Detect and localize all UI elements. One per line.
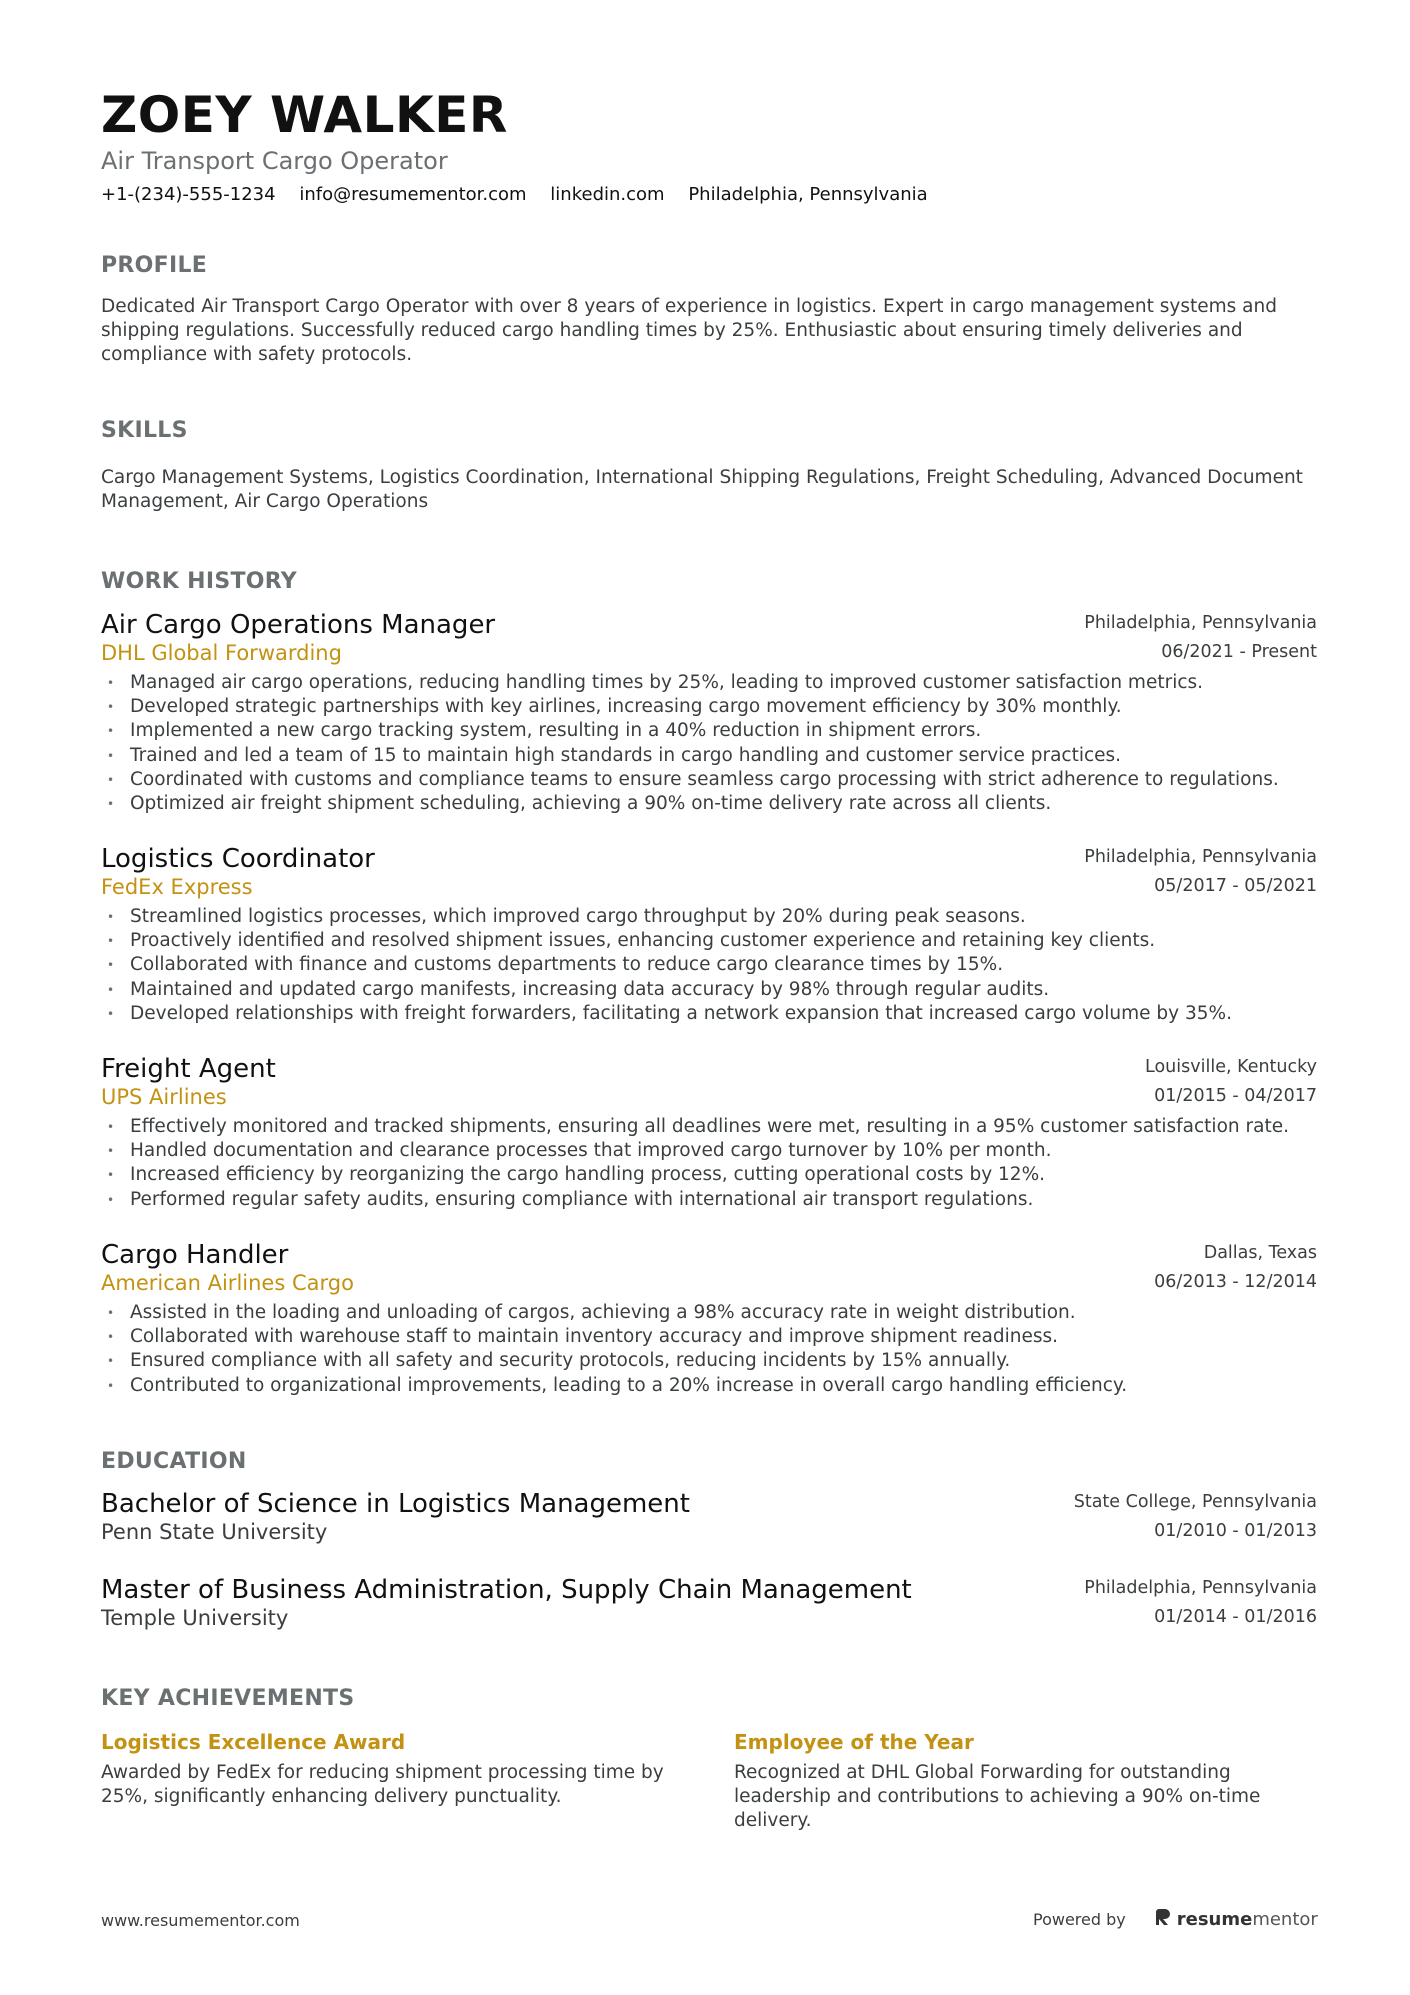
achievement-title: Logistics Excellence Award xyxy=(101,1730,406,1754)
job-company: UPS Airlines xyxy=(101,1085,227,1109)
brand-name-light: mentor xyxy=(1252,1909,1318,1930)
job-title: Freight Agent xyxy=(101,1054,276,1084)
candidate-title: Air Transport Cargo Operator xyxy=(101,147,448,175)
contact-linkedin: linkedin.com xyxy=(550,184,665,205)
contact-location: Philadelphia, Pennsylvania xyxy=(688,184,928,205)
brand-name-bold: resume xyxy=(1176,1909,1253,1930)
education-dates: 01/2014 - 01/2016 xyxy=(1154,1607,1317,1627)
job-bullet: • Performed regular safety audits, ensuring compliance with international air transport regulations. xyxy=(101,1188,1317,1212)
job-bullet: • Effectively monitored and tracked shipments, ensuring all deadlines were met, resulting in a 95% customer satisfaction rate. xyxy=(101,1115,1317,1139)
job-location: Philadelphia, Pennsylvania xyxy=(1084,613,1317,633)
job-title: Cargo Handler xyxy=(101,1240,289,1270)
job-dates: 06/2021 - Present xyxy=(1161,642,1317,662)
achievement-text: Awarded by FedEx for reducing shipment processing time by 25%, significantly enhancing delivery punctuality. xyxy=(101,1762,664,1807)
job-bullet: • Coordinated with customs and compliance teams to ensure seamless cargo processing with strict adherence to regulations. xyxy=(101,768,1317,792)
candidate-name: ZOEY WALKER xyxy=(101,86,508,144)
education-location: State College, Pennsylvania xyxy=(1073,1492,1317,1512)
profile-heading: PROFILE xyxy=(101,253,208,278)
job-location: Philadelphia, Pennsylvania xyxy=(1084,847,1317,867)
education-dates: 01/2010 - 01/2013 xyxy=(1154,1521,1317,1541)
job-location: Dallas, Texas xyxy=(1203,1243,1317,1263)
job-bullet: • Streamlined logistics processes, which improved cargo throughput by 20% during peak seasons. xyxy=(101,905,1317,929)
job-company: DHL Global Forwarding xyxy=(101,641,342,665)
resumementor-logo-icon xyxy=(1156,1907,1172,1932)
job-bullet: • Implemented a new cargo tracking system, resulting in a 40% reduction in shipment errors. xyxy=(101,719,1317,743)
job-bullet: • Trained and led a team of 15 to maintain high standards in cargo handling and customer service practices. xyxy=(101,744,1317,768)
job-bullet: • Developed relationships with freight forwarders, facilitating a network expansion that increased cargo volume by 35%. xyxy=(101,1002,1317,1026)
job-bullet: • Proactively identified and resolved shipment issues, enhancing customer experience and retaining key clients. xyxy=(101,929,1317,953)
job-company: American Airlines Cargo xyxy=(101,1271,354,1295)
contact-email: info@resumementor.com xyxy=(299,184,527,205)
job-dates: 06/2013 - 12/2014 xyxy=(1154,1272,1317,1292)
job-title: Air Cargo Operations Manager xyxy=(101,610,496,640)
footer-branding xyxy=(1033,1907,1318,1932)
brand-link[interactable] xyxy=(1156,1907,1318,1932)
job-bullet: • Contributed to organizational improvements, leading to a 20% increase in overall cargo handling efficiency. xyxy=(101,1374,1317,1398)
job-location: Louisville, Kentucky xyxy=(1145,1057,1317,1077)
education-degree: Master of Business Administration, Supply Chain Management xyxy=(101,1575,912,1605)
job-dates: 01/2015 - 04/2017 xyxy=(1154,1086,1317,1106)
achievements-heading: KEY ACHIEVEMENTS xyxy=(101,1686,355,1711)
job-bullet: • Developed strategic partnerships with key airlines, increasing cargo movement efficiency by 30% monthly. xyxy=(101,695,1317,719)
job-bullets xyxy=(101,1301,1317,1398)
education-school: Temple University xyxy=(101,1606,289,1630)
skills-heading: SKILLS xyxy=(101,418,188,443)
education-school: Penn State University xyxy=(101,1520,328,1544)
education-heading: EDUCATION xyxy=(101,1449,247,1474)
job-bullet: • Optimized air freight shipment scheduling, achieving a 90% on-time delivery rate across all clients. xyxy=(101,792,1317,816)
achievement-item xyxy=(101,1729,681,1809)
job-bullet: • Maintained and updated cargo manifests, increasing data accuracy by 98% through regular audits. xyxy=(101,978,1317,1002)
achievement-title: Employee of the Year xyxy=(734,1730,974,1754)
job-company: FedEx Express xyxy=(101,875,253,899)
job-bullet: • Ensured compliance with all safety and security protocols, reducing incidents by 15% annually. xyxy=(101,1349,1317,1373)
achievement-text: Recognized at DHL Global Forwarding for outstanding leadership and contributions to achieving a 90% on-time delivery. xyxy=(734,1762,1261,1831)
job-bullet: • Managed air cargo operations, reducing handling times by 25%, leading to improved customer satisfaction metrics. xyxy=(101,671,1317,695)
job-bullet: • Handled documentation and clearance processes that improved cargo turnover by 10% per month. xyxy=(101,1139,1317,1163)
job-bullets xyxy=(101,905,1317,1026)
job-bullet: • Assisted in the loading and unloading of cargos, achieving a 98% accuracy rate in weight distribution. xyxy=(101,1301,1317,1325)
job-bullet: • Collaborated with warehouse staff to maintain inventory accuracy and improve shipment readiness. xyxy=(101,1325,1317,1349)
job-title: Logistics Coordinator xyxy=(101,844,375,874)
contact-line xyxy=(101,183,946,207)
achievement-item xyxy=(734,1729,1314,1833)
powered-by-label: Powered by xyxy=(1033,1910,1126,1929)
education-location: Philadelphia, Pennsylvania xyxy=(1084,1578,1317,1598)
footer-website[interactable]: www.resumementor.com xyxy=(101,1911,300,1930)
work-history-heading: WORK HISTORY xyxy=(101,569,298,594)
job-dates: 05/2017 - 05/2021 xyxy=(1154,876,1317,896)
education-degree: Bachelor of Science in Logistics Management xyxy=(101,1489,690,1519)
job-bullets xyxy=(101,671,1317,816)
skills-text: Cargo Management Systems, Logistics Coordination, International Shipping Regulations, Freight Scheduling, Advanced Document Management, Air Cargo Operations xyxy=(101,467,1303,512)
job-bullet: • Increased efficiency by reorganizing the cargo handling process, cutting operational costs by 12%. xyxy=(101,1163,1317,1187)
job-bullet: • Collaborated with finance and customs departments to reduce cargo clearance times by 15%. xyxy=(101,953,1317,977)
profile-text: Dedicated Air Transport Cargo Operator with over 8 years of experience in logistics. Expert in cargo management systems and shipping regulations. Successfully reduced cargo handling times by 25%. Enthusiastic about ensuring timely deliveries and compliance with safety protocols. xyxy=(101,296,1277,365)
contact-phone: +1-(234)-555-1234 xyxy=(101,184,276,205)
job-bullets xyxy=(101,1115,1317,1212)
